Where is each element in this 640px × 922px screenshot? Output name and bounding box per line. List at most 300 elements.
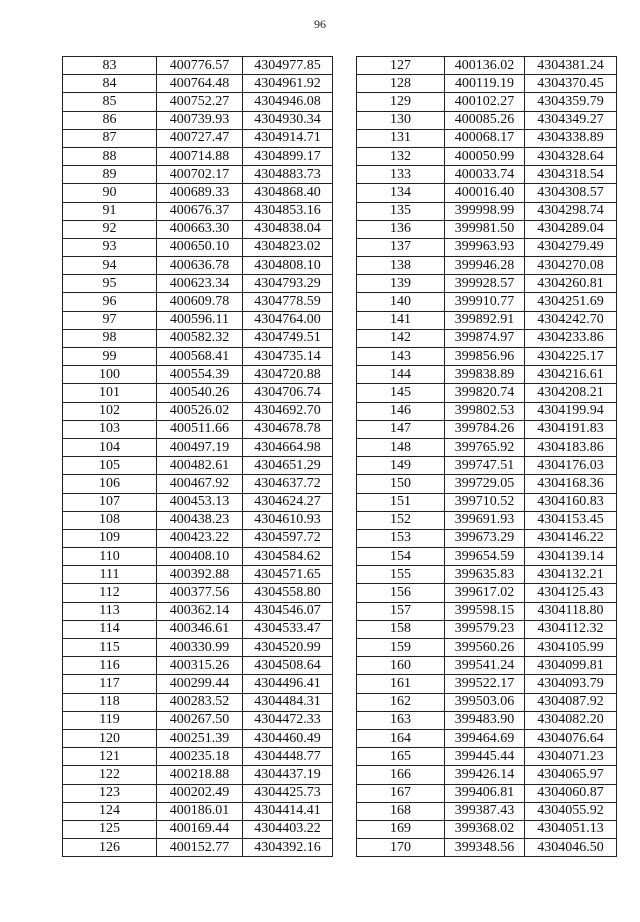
point-number-cell: 164 [357, 729, 445, 747]
x-coordinate-cell: 399445.44 [445, 748, 525, 766]
x-coordinate-cell: 399820.74 [445, 384, 525, 402]
y-coordinate-cell: 4304823.02 [243, 238, 333, 256]
point-number-cell: 113 [63, 602, 157, 620]
x-coordinate-cell: 400251.39 [157, 729, 243, 747]
x-coordinate-cell: 399892.91 [445, 311, 525, 329]
x-coordinate-cell: 400482.61 [157, 457, 243, 475]
point-number-cell: 105 [63, 457, 157, 475]
y-coordinate-cell: 4304370.45 [525, 75, 617, 93]
x-coordinate-cell: 399560.26 [445, 639, 525, 657]
table-row [63, 257, 333, 275]
y-coordinate-cell: 4304298.74 [525, 202, 617, 220]
x-coordinate-cell: 399710.52 [445, 493, 525, 511]
point-number-cell: 114 [63, 620, 157, 638]
point-number-cell: 118 [63, 693, 157, 711]
table-row [63, 693, 333, 711]
point-number-cell: 170 [357, 839, 445, 857]
y-coordinate-cell: 4304735.14 [243, 348, 333, 366]
x-coordinate-cell: 400283.52 [157, 693, 243, 711]
y-coordinate-cell: 4304624.27 [243, 493, 333, 511]
table-row [63, 384, 333, 402]
table-row [357, 166, 617, 184]
y-coordinate-cell: 4304496.41 [243, 675, 333, 693]
table-row [63, 493, 333, 511]
y-coordinate-cell: 4304153.45 [525, 511, 617, 529]
table-row [357, 293, 617, 311]
x-coordinate-cell: 400727.47 [157, 129, 243, 147]
table-row [63, 348, 333, 366]
table-row [63, 475, 333, 493]
point-number-cell: 100 [63, 366, 157, 384]
point-number-cell: 86 [63, 111, 157, 129]
table-row [357, 475, 617, 493]
point-number-cell: 104 [63, 438, 157, 456]
x-coordinate-cell: 399598.15 [445, 602, 525, 620]
table-row [63, 147, 333, 165]
table-row [357, 766, 617, 784]
y-coordinate-cell: 4304558.80 [243, 584, 333, 602]
x-coordinate-cell: 400739.93 [157, 111, 243, 129]
y-coordinate-cell: 4304225.17 [525, 348, 617, 366]
point-number-cell: 143 [357, 348, 445, 366]
y-coordinate-cell: 4304233.86 [525, 329, 617, 347]
x-coordinate-cell: 399946.28 [445, 257, 525, 275]
point-number-cell: 84 [63, 75, 157, 93]
table-row [63, 75, 333, 93]
table-row [63, 184, 333, 202]
point-number-cell: 93 [63, 238, 157, 256]
point-number-cell: 89 [63, 166, 157, 184]
x-coordinate-cell: 400315.26 [157, 657, 243, 675]
table-row [63, 802, 333, 820]
table-row [357, 384, 617, 402]
table-row [63, 548, 333, 566]
y-coordinate-cell: 4304093.79 [525, 675, 617, 693]
point-number-cell: 112 [63, 584, 157, 602]
point-number-cell: 126 [63, 839, 157, 857]
table-row [357, 257, 617, 275]
table-row [63, 238, 333, 256]
table-row [63, 402, 333, 420]
y-coordinate-cell: 4304168.36 [525, 475, 617, 493]
y-coordinate-cell: 4304087.92 [525, 693, 617, 711]
table-row [357, 275, 617, 293]
table-row [357, 147, 617, 165]
x-coordinate-cell: 399784.26 [445, 420, 525, 438]
point-number-cell: 133 [357, 166, 445, 184]
point-number-cell: 102 [63, 402, 157, 420]
y-coordinate-cell: 4304678.78 [243, 420, 333, 438]
table-row [63, 438, 333, 456]
point-number-cell: 153 [357, 529, 445, 547]
x-coordinate-cell: 400085.26 [445, 111, 525, 129]
x-coordinate-cell: 400623.34 [157, 275, 243, 293]
point-number-cell: 111 [63, 566, 157, 584]
x-coordinate-cell: 399963.93 [445, 238, 525, 256]
y-coordinate-cell: 4304692.70 [243, 402, 333, 420]
point-number-cell: 88 [63, 147, 157, 165]
point-number-cell: 123 [63, 784, 157, 802]
y-coordinate-cell: 4304381.24 [525, 57, 617, 75]
x-coordinate-cell: 399673.29 [445, 529, 525, 547]
x-coordinate-cell: 400453.13 [157, 493, 243, 511]
y-coordinate-cell: 4304132.21 [525, 566, 617, 584]
y-coordinate-cell: 4304260.81 [525, 275, 617, 293]
point-number-cell: 110 [63, 548, 157, 566]
x-coordinate-cell: 399522.17 [445, 675, 525, 693]
point-number-cell: 150 [357, 475, 445, 493]
table-row [63, 620, 333, 638]
table-row [63, 311, 333, 329]
x-coordinate-cell: 400152.77 [157, 839, 243, 857]
table-row [63, 129, 333, 147]
point-number-cell: 145 [357, 384, 445, 402]
point-number-cell: 98 [63, 329, 157, 347]
table-row [357, 693, 617, 711]
y-coordinate-cell: 4304199.94 [525, 402, 617, 420]
point-number-cell: 127 [357, 57, 445, 75]
x-coordinate-cell: 399368.02 [445, 820, 525, 838]
table-row [63, 329, 333, 347]
table-row [357, 657, 617, 675]
point-number-cell: 130 [357, 111, 445, 129]
y-coordinate-cell: 4304065.97 [525, 766, 617, 784]
y-coordinate-cell: 4304118.80 [525, 602, 617, 620]
y-coordinate-cell: 4304318.54 [525, 166, 617, 184]
y-coordinate-cell: 4304664.98 [243, 438, 333, 456]
y-coordinate-cell: 4304437.19 [243, 766, 333, 784]
y-coordinate-cell: 4304125.43 [525, 584, 617, 602]
x-coordinate-cell: 400554.39 [157, 366, 243, 384]
x-coordinate-cell: 399765.92 [445, 438, 525, 456]
x-coordinate-cell: 400202.49 [157, 784, 243, 802]
point-number-cell: 149 [357, 457, 445, 475]
point-number-cell: 115 [63, 639, 157, 657]
y-coordinate-cell: 4304191.83 [525, 420, 617, 438]
y-coordinate-cell: 4304610.93 [243, 511, 333, 529]
point-number-cell: 121 [63, 748, 157, 766]
y-coordinate-cell: 4304868.40 [243, 184, 333, 202]
x-coordinate-cell: 400362.14 [157, 602, 243, 620]
x-coordinate-cell: 399348.56 [445, 839, 525, 857]
y-coordinate-cell: 4304899.17 [243, 147, 333, 165]
point-number-cell: 87 [63, 129, 157, 147]
point-number-cell: 128 [357, 75, 445, 93]
point-number-cell: 96 [63, 293, 157, 311]
x-coordinate-cell: 400764.48 [157, 75, 243, 93]
x-coordinate-cell: 400235.18 [157, 748, 243, 766]
point-number-cell: 94 [63, 257, 157, 275]
x-coordinate-cell: 399747.51 [445, 457, 525, 475]
x-coordinate-cell: 400636.78 [157, 257, 243, 275]
y-coordinate-cell: 4304720.88 [243, 366, 333, 384]
point-number-cell: 132 [357, 147, 445, 165]
x-coordinate-cell: 400186.01 [157, 802, 243, 820]
table-row [63, 584, 333, 602]
x-coordinate-cell: 399998.99 [445, 202, 525, 220]
point-number-cell: 101 [63, 384, 157, 402]
x-coordinate-cell: 400423.22 [157, 529, 243, 547]
table-row [63, 275, 333, 293]
x-coordinate-cell: 399802.53 [445, 402, 525, 420]
y-coordinate-cell: 4304251.69 [525, 293, 617, 311]
y-coordinate-cell: 4304403.22 [243, 820, 333, 838]
table-row [63, 293, 333, 311]
point-number-cell: 85 [63, 93, 157, 111]
point-number-cell: 95 [63, 275, 157, 293]
table-row [357, 129, 617, 147]
point-number-cell: 140 [357, 293, 445, 311]
table-row [63, 202, 333, 220]
x-coordinate-cell: 399729.05 [445, 475, 525, 493]
point-number-cell: 142 [357, 329, 445, 347]
y-coordinate-cell: 4304105.99 [525, 639, 617, 657]
x-coordinate-cell: 400169.44 [157, 820, 243, 838]
y-coordinate-cell: 4304349.27 [525, 111, 617, 129]
table-row [63, 602, 333, 620]
y-coordinate-cell: 4304533.47 [243, 620, 333, 638]
point-number-cell: 141 [357, 311, 445, 329]
point-number-cell: 169 [357, 820, 445, 838]
y-coordinate-cell: 4304764.00 [243, 311, 333, 329]
point-number-cell: 166 [357, 766, 445, 784]
point-number-cell: 97 [63, 311, 157, 329]
point-number-cell: 168 [357, 802, 445, 820]
y-coordinate-cell: 4304216.61 [525, 366, 617, 384]
x-coordinate-cell: 399426.14 [445, 766, 525, 784]
table-row [63, 820, 333, 838]
x-coordinate-cell: 400776.57 [157, 57, 243, 75]
x-coordinate-cell: 400050.99 [445, 147, 525, 165]
x-coordinate-cell: 400526.02 [157, 402, 243, 420]
y-coordinate-cell: 4304060.87 [525, 784, 617, 802]
y-coordinate-cell: 4304793.29 [243, 275, 333, 293]
point-number-cell: 134 [357, 184, 445, 202]
y-coordinate-cell: 4304472.33 [243, 711, 333, 729]
table-row [357, 566, 617, 584]
x-coordinate-cell: 400218.88 [157, 766, 243, 784]
x-coordinate-cell: 400068.17 [445, 129, 525, 147]
y-coordinate-cell: 4304139.14 [525, 548, 617, 566]
y-coordinate-cell: 4304076.64 [525, 729, 617, 747]
point-number-cell: 90 [63, 184, 157, 202]
x-coordinate-cell: 400568.41 [157, 348, 243, 366]
point-number-cell: 106 [63, 475, 157, 493]
y-coordinate-cell: 4304946.08 [243, 93, 333, 111]
point-number-cell: 163 [357, 711, 445, 729]
x-coordinate-cell: 400540.26 [157, 384, 243, 402]
y-coordinate-cell: 4304359.79 [525, 93, 617, 111]
x-coordinate-cell: 400136.02 [445, 57, 525, 75]
x-coordinate-cell: 400438.23 [157, 511, 243, 529]
point-number-cell: 135 [357, 202, 445, 220]
point-number-cell: 147 [357, 420, 445, 438]
y-coordinate-cell: 4304460.49 [243, 729, 333, 747]
table-row [357, 93, 617, 111]
y-coordinate-cell: 4304208.21 [525, 384, 617, 402]
point-number-cell: 154 [357, 548, 445, 566]
point-number-cell: 137 [357, 238, 445, 256]
point-number-cell: 151 [357, 493, 445, 511]
x-coordinate-cell: 399635.83 [445, 566, 525, 584]
y-coordinate-cell: 4304546.07 [243, 602, 333, 620]
table-row [357, 729, 617, 747]
table-row [357, 57, 617, 75]
table-row [357, 511, 617, 529]
x-coordinate-cell: 400267.50 [157, 711, 243, 729]
table-row [357, 493, 617, 511]
point-number-cell: 108 [63, 511, 157, 529]
point-number-cell: 125 [63, 820, 157, 838]
x-coordinate-cell: 399387.43 [445, 802, 525, 820]
x-coordinate-cell: 400497.19 [157, 438, 243, 456]
table-row [357, 639, 617, 657]
x-coordinate-cell: 400016.40 [445, 184, 525, 202]
table-row [63, 529, 333, 547]
table-row [63, 457, 333, 475]
y-coordinate-cell: 4304637.72 [243, 475, 333, 493]
point-number-cell: 161 [357, 675, 445, 693]
y-coordinate-cell: 4304414.41 [243, 802, 333, 820]
y-coordinate-cell: 4304914.71 [243, 129, 333, 147]
point-number-cell: 139 [357, 275, 445, 293]
x-coordinate-cell: 399910.77 [445, 293, 525, 311]
y-coordinate-cell: 4304112.32 [525, 620, 617, 638]
y-coordinate-cell: 4304977.85 [243, 57, 333, 75]
table-row [357, 675, 617, 693]
y-coordinate-cell: 4304838.04 [243, 220, 333, 238]
table-row [357, 784, 617, 802]
x-coordinate-cell: 400609.78 [157, 293, 243, 311]
y-coordinate-cell: 4304508.64 [243, 657, 333, 675]
x-coordinate-cell: 400467.92 [157, 475, 243, 493]
x-coordinate-cell: 400689.33 [157, 184, 243, 202]
coordinates-table-right [356, 56, 617, 857]
x-coordinate-cell: 400346.61 [157, 620, 243, 638]
table-row [357, 348, 617, 366]
table-row [357, 75, 617, 93]
point-number-cell: 136 [357, 220, 445, 238]
y-coordinate-cell: 4304289.04 [525, 220, 617, 238]
y-coordinate-cell: 4304328.64 [525, 147, 617, 165]
y-coordinate-cell: 4304448.77 [243, 748, 333, 766]
y-coordinate-cell: 4304930.34 [243, 111, 333, 129]
x-coordinate-cell: 399483.90 [445, 711, 525, 729]
table-row [63, 748, 333, 766]
x-coordinate-cell: 400511.66 [157, 420, 243, 438]
page-number: 96 [314, 17, 326, 31]
table-row [357, 457, 617, 475]
x-coordinate-cell: 400650.10 [157, 238, 243, 256]
x-coordinate-cell: 400582.32 [157, 329, 243, 347]
y-coordinate-cell: 4304160.83 [525, 493, 617, 511]
point-number-cell: 144 [357, 366, 445, 384]
point-number-cell: 122 [63, 766, 157, 784]
y-coordinate-cell: 4304651.29 [243, 457, 333, 475]
y-coordinate-cell: 4304808.10 [243, 257, 333, 275]
y-coordinate-cell: 4304270.08 [525, 257, 617, 275]
table-row [63, 729, 333, 747]
point-number-cell: 103 [63, 420, 157, 438]
point-number-cell: 162 [357, 693, 445, 711]
table-row [357, 111, 617, 129]
point-number-cell: 152 [357, 511, 445, 529]
x-coordinate-cell: 400102.27 [445, 93, 525, 111]
table-row [357, 402, 617, 420]
x-coordinate-cell: 399654.59 [445, 548, 525, 566]
point-number-cell: 156 [357, 584, 445, 602]
x-coordinate-cell: 400596.11 [157, 311, 243, 329]
x-coordinate-cell: 400033.74 [445, 166, 525, 184]
y-coordinate-cell: 4304055.92 [525, 802, 617, 820]
table-row [357, 602, 617, 620]
y-coordinate-cell: 4304961.92 [243, 75, 333, 93]
table-row [63, 220, 333, 238]
x-coordinate-cell: 399406.81 [445, 784, 525, 802]
table-row [63, 766, 333, 784]
table-row [63, 657, 333, 675]
table-row [357, 748, 617, 766]
point-number-cell: 109 [63, 529, 157, 547]
x-coordinate-cell: 399981.50 [445, 220, 525, 238]
table-row [63, 57, 333, 75]
x-coordinate-cell: 400663.30 [157, 220, 243, 238]
x-coordinate-cell: 400714.88 [157, 147, 243, 165]
x-coordinate-cell: 399541.24 [445, 657, 525, 675]
point-number-cell: 157 [357, 602, 445, 620]
y-coordinate-cell: 4304706.74 [243, 384, 333, 402]
table-row [63, 111, 333, 129]
point-number-cell: 160 [357, 657, 445, 675]
x-coordinate-cell: 400392.88 [157, 566, 243, 584]
point-number-cell: 116 [63, 657, 157, 675]
table-row [357, 802, 617, 820]
y-coordinate-cell: 4304338.89 [525, 129, 617, 147]
point-number-cell: 129 [357, 93, 445, 111]
x-coordinate-cell: 400330.99 [157, 639, 243, 657]
table-row [357, 620, 617, 638]
x-coordinate-cell: 399928.57 [445, 275, 525, 293]
y-coordinate-cell: 4304082.20 [525, 711, 617, 729]
point-number-cell: 117 [63, 675, 157, 693]
table-row [357, 820, 617, 838]
y-coordinate-cell: 4304046.50 [525, 839, 617, 857]
x-coordinate-cell: 400377.56 [157, 584, 243, 602]
table-row [357, 839, 617, 857]
point-number-cell: 167 [357, 784, 445, 802]
x-coordinate-cell: 400408.10 [157, 548, 243, 566]
table-row [357, 711, 617, 729]
table-row [357, 548, 617, 566]
point-number-cell: 107 [63, 493, 157, 511]
point-number-cell: 120 [63, 729, 157, 747]
y-coordinate-cell: 4304484.31 [243, 693, 333, 711]
table-row [357, 584, 617, 602]
x-coordinate-cell: 400702.17 [157, 166, 243, 184]
y-coordinate-cell: 4304597.72 [243, 529, 333, 547]
y-coordinate-cell: 4304883.73 [243, 166, 333, 184]
point-number-cell: 159 [357, 639, 445, 657]
y-coordinate-cell: 4304242.70 [525, 311, 617, 329]
point-number-cell: 119 [63, 711, 157, 729]
point-number-cell: 148 [357, 438, 445, 456]
table-row [63, 639, 333, 657]
y-coordinate-cell: 4304778.59 [243, 293, 333, 311]
table-row [63, 420, 333, 438]
x-coordinate-cell: 400119.19 [445, 75, 525, 93]
point-number-cell: 155 [357, 566, 445, 584]
point-number-cell: 92 [63, 220, 157, 238]
